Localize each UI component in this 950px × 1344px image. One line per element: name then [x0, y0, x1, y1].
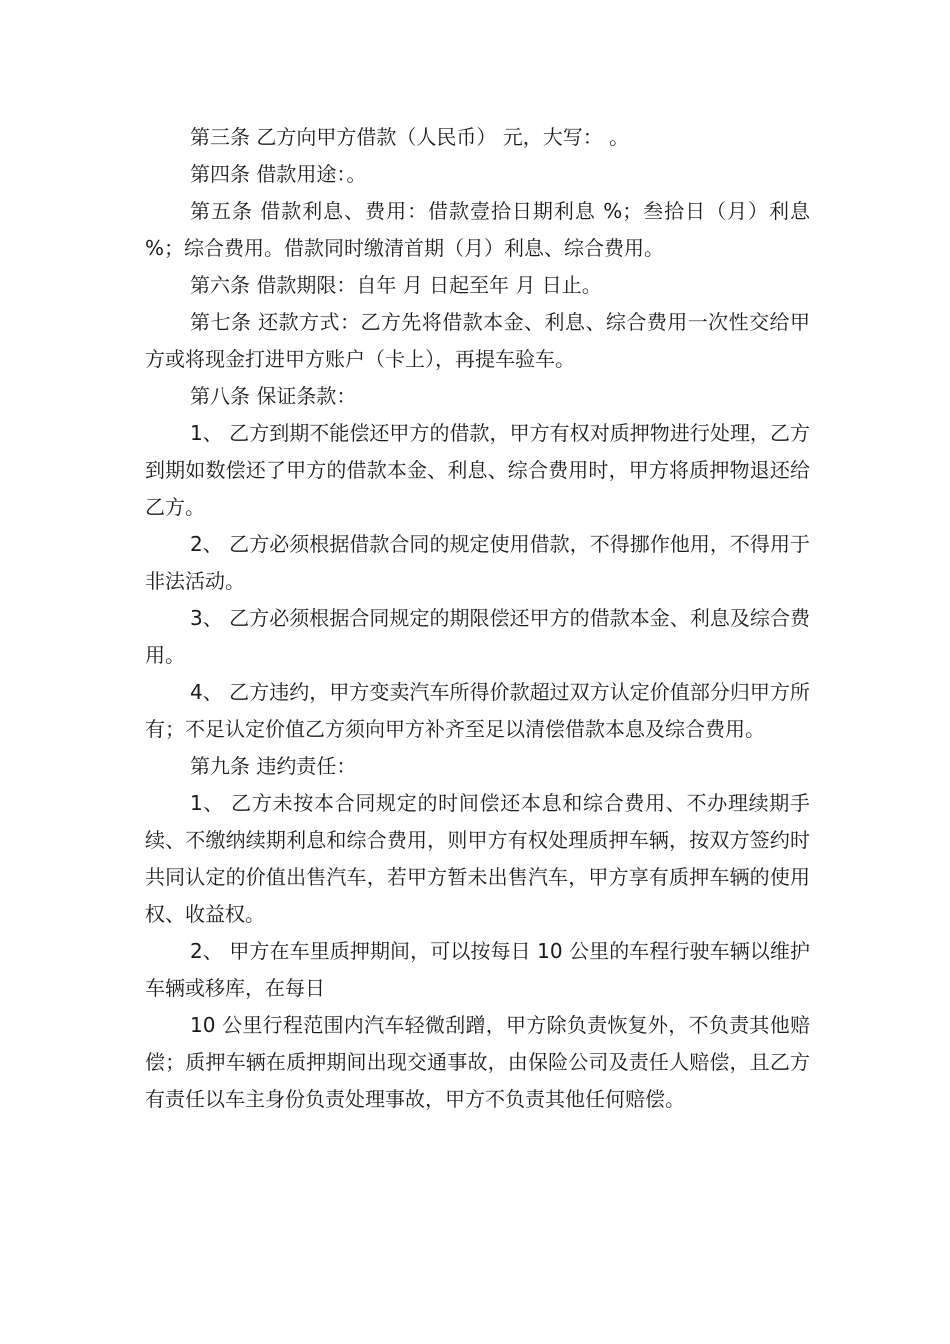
contract-body [145, 119, 810, 1118]
clause-8-heading: 第八条 保证条款： [190, 384, 357, 408]
clause-7-repayment: 第七条 还款方式：乙方先将借款本金、利息、综合费用一次性交给甲方或将现金打进甲方账户（卡上），再提车验车。 [145, 310, 810, 371]
clause-9-item-2: 2、 甲方在车里质押期间，可以按每日 10 公里的车程行驶车辆以维护车辆或移库，在每日 [145, 939, 810, 1000]
clause-6-loan-term: 第六条 借款期限：自年 月 日起至年 月 日止。 [190, 273, 602, 297]
clause-8-item-1: 1、 乙方到期不能偿还甲方的借款，甲方有权对质押物进行处理，乙方到期如数偿还了甲方的借款本金、利息、综合费用时，甲方将质押物退还给乙方。 [145, 421, 810, 519]
clause-8-item-3: 3、 乙方必须根据合同规定的期限偿还甲方的借款本金、利息及综合费用。 [145, 606, 810, 667]
clause-8-item-4: 4、 乙方违约，甲方变卖汽车所得价款超过双方认定价值部分归甲方所有；不足认定价值乙方须向甲方补齐至足以清偿借款本息及综合费用。 [145, 680, 810, 741]
clause-5-interest-fees: 第五条 借款利息、费用：借款壹拾日期利息 %；叁拾日（月）利息 %；综合费用。借款同时缴清首期（月）利息、综合费用。 [145, 199, 810, 260]
clause-3-loan-amount: 第三条 乙方向甲方借款（人民币） 元，大写： 。 [190, 125, 630, 149]
clause-9-item-1: 1、 乙方未按本合同规定的时间偿还本息和综合费用、不办理续期手续、不缴纳续期利息和综合费用，则甲方有权处理质押车辆，按双方签约时共同认定的价值出售汽车，若甲方暂未出售汽车，甲方享有质押车辆的使用权、收益权。 [145, 791, 810, 926]
clause-9-item-2-continued: 10 公里行程范围内汽车轻微刮蹭，甲方除负责恢复外，不负责其他赔偿；质押车辆在质押期间出现交通事故，由保险公司及责任人赔偿，且乙方有责任以车主身份负责处理事故，甲方不负责其他任何赔偿。 [145, 1013, 810, 1111]
clause-4-loan-purpose: 第四条 借款用途：。 [190, 162, 367, 186]
clause-9-heading: 第九条 违约责任： [190, 754, 357, 778]
clause-8-item-2: 2、 乙方必须根据借款合同的规定使用借款，不得挪作他用，不得用于非法活动。 [145, 532, 810, 593]
